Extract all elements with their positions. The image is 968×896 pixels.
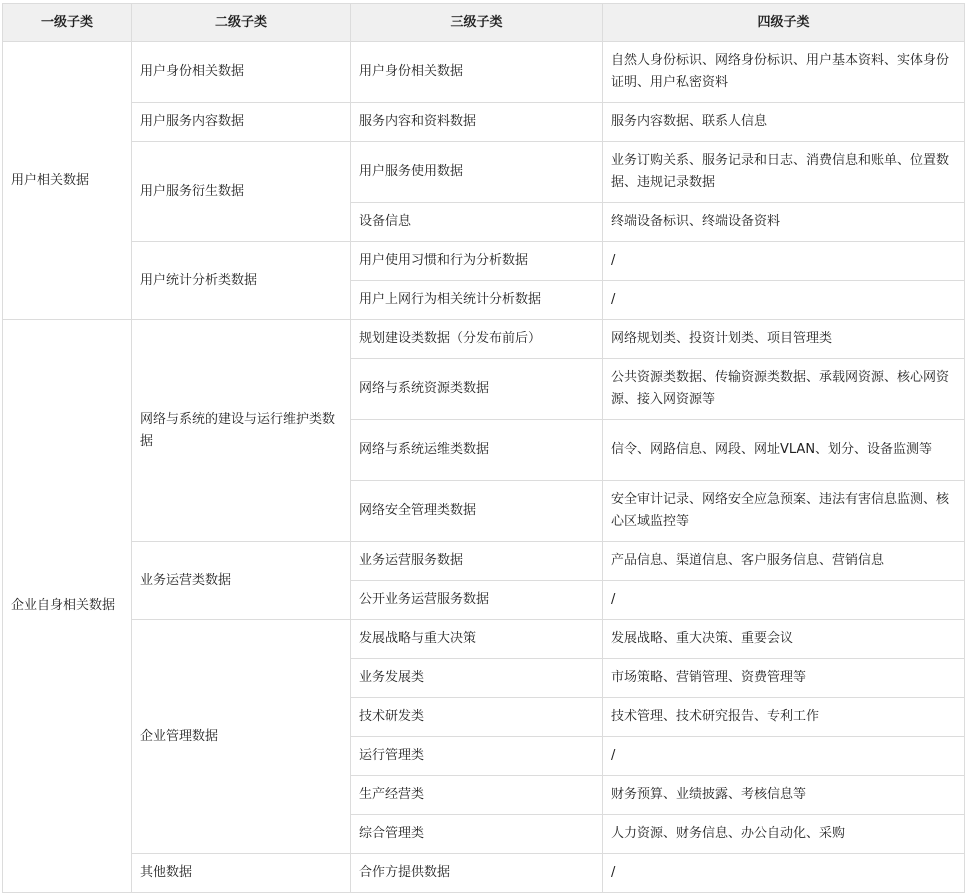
table-row bbox=[3, 242, 965, 281]
table-row bbox=[3, 142, 965, 203]
cell-level4: 服务内容数据、联系人信息 bbox=[603, 103, 965, 142]
cell-level3: 合作方提供数据 bbox=[351, 854, 603, 893]
table-row bbox=[3, 854, 965, 893]
cell-level4: 安全审计记录、网络安全应急预案、违法有害信息监测、核心区域监控等 bbox=[603, 481, 965, 542]
cell-level3: 用户上网行为相关统计分析数据 bbox=[351, 281, 603, 320]
cell-level1: 企业自身相关数据 bbox=[3, 320, 132, 893]
cell-level4: 发展战略、重大决策、重要会议 bbox=[603, 620, 965, 659]
table-row bbox=[3, 542, 965, 581]
header-level2: 二级子类 bbox=[132, 4, 351, 42]
cell-level4: / bbox=[603, 281, 965, 320]
cell-level3: 发展战略与重大决策 bbox=[351, 620, 603, 659]
cell-level3: 规划建设类数据（分发布前后） bbox=[351, 320, 603, 359]
table-row bbox=[3, 42, 965, 103]
cell-level3: 网络安全管理类数据 bbox=[351, 481, 603, 542]
cell-level4: / bbox=[603, 581, 965, 620]
cell-level2: 网络与系统的建设与运行维护类数据 bbox=[132, 320, 351, 542]
table-row bbox=[3, 620, 965, 659]
cell-level3: 业务发展类 bbox=[351, 659, 603, 698]
cell-level2: 业务运营类数据 bbox=[132, 542, 351, 620]
data-classification-table bbox=[2, 3, 965, 893]
table-row bbox=[3, 103, 965, 142]
table-row bbox=[3, 320, 965, 359]
cell-level2: 用户服务内容数据 bbox=[132, 103, 351, 142]
cell-level2: 用户服务衍生数据 bbox=[132, 142, 351, 242]
header-level1: 一级子类 bbox=[3, 4, 132, 42]
cell-level4: 业务订购关系、服务记录和日志、消费信息和账单、位置数据、违规记录数据 bbox=[603, 142, 965, 203]
cell-level4: / bbox=[603, 854, 965, 893]
cell-level2: 企业管理数据 bbox=[132, 620, 351, 854]
cell-level4: 市场策略、营销管理、资费管理等 bbox=[603, 659, 965, 698]
cell-level3: 用户服务使用数据 bbox=[351, 142, 603, 203]
cell-level4: 技术管理、技术研究报告、专利工作 bbox=[603, 698, 965, 737]
header-row bbox=[3, 4, 965, 42]
cell-level4: 终端设备标识、终端设备资料 bbox=[603, 203, 965, 242]
cell-level3: 公开业务运营服务数据 bbox=[351, 581, 603, 620]
cell-level4: 公共资源类数据、传输资源类数据、承载网资源、核心网资源、接入网资源等 bbox=[603, 359, 965, 420]
cell-level3: 业务运营服务数据 bbox=[351, 542, 603, 581]
cell-level4: / bbox=[603, 737, 965, 776]
cell-level3: 用户身份相关数据 bbox=[351, 42, 603, 103]
cell-level2: 用户统计分析类数据 bbox=[132, 242, 351, 320]
cell-level4: 产品信息、渠道信息、客户服务信息、营销信息 bbox=[603, 542, 965, 581]
cell-level3: 设备信息 bbox=[351, 203, 603, 242]
cell-level4: 信令、网路信息、网段、网址VLAN、划分、设备监测等 bbox=[603, 420, 965, 481]
cell-level4: 财务预算、业绩披露、考核信息等 bbox=[603, 776, 965, 815]
cell-level3: 用户使用习惯和行为分析数据 bbox=[351, 242, 603, 281]
cell-level3: 综合管理类 bbox=[351, 815, 603, 854]
cell-level4: 自然人身份标识、网络身份标识、用户基本资料、实体身份证明、用户私密资料 bbox=[603, 42, 965, 103]
cell-level4: / bbox=[603, 242, 965, 281]
cell-level3: 服务内容和资料数据 bbox=[351, 103, 603, 142]
header-level4: 四级子类 bbox=[603, 4, 965, 42]
cell-level4: 人力资源、财务信息、办公自动化、采购 bbox=[603, 815, 965, 854]
cell-level4: 网络规划类、投资计划类、项目管理类 bbox=[603, 320, 965, 359]
cell-level2: 其他数据 bbox=[132, 854, 351, 893]
table-body bbox=[3, 42, 965, 893]
cell-level3: 运行管理类 bbox=[351, 737, 603, 776]
cell-level1: 用户相关数据 bbox=[3, 42, 132, 320]
cell-level3: 网络与系统资源类数据 bbox=[351, 359, 603, 420]
header-level3: 三级子类 bbox=[351, 4, 603, 42]
cell-level3: 生产经营类 bbox=[351, 776, 603, 815]
cell-level3: 技术研发类 bbox=[351, 698, 603, 737]
cell-level3: 网络与系统运维类数据 bbox=[351, 420, 603, 481]
cell-level2: 用户身份相关数据 bbox=[132, 42, 351, 103]
